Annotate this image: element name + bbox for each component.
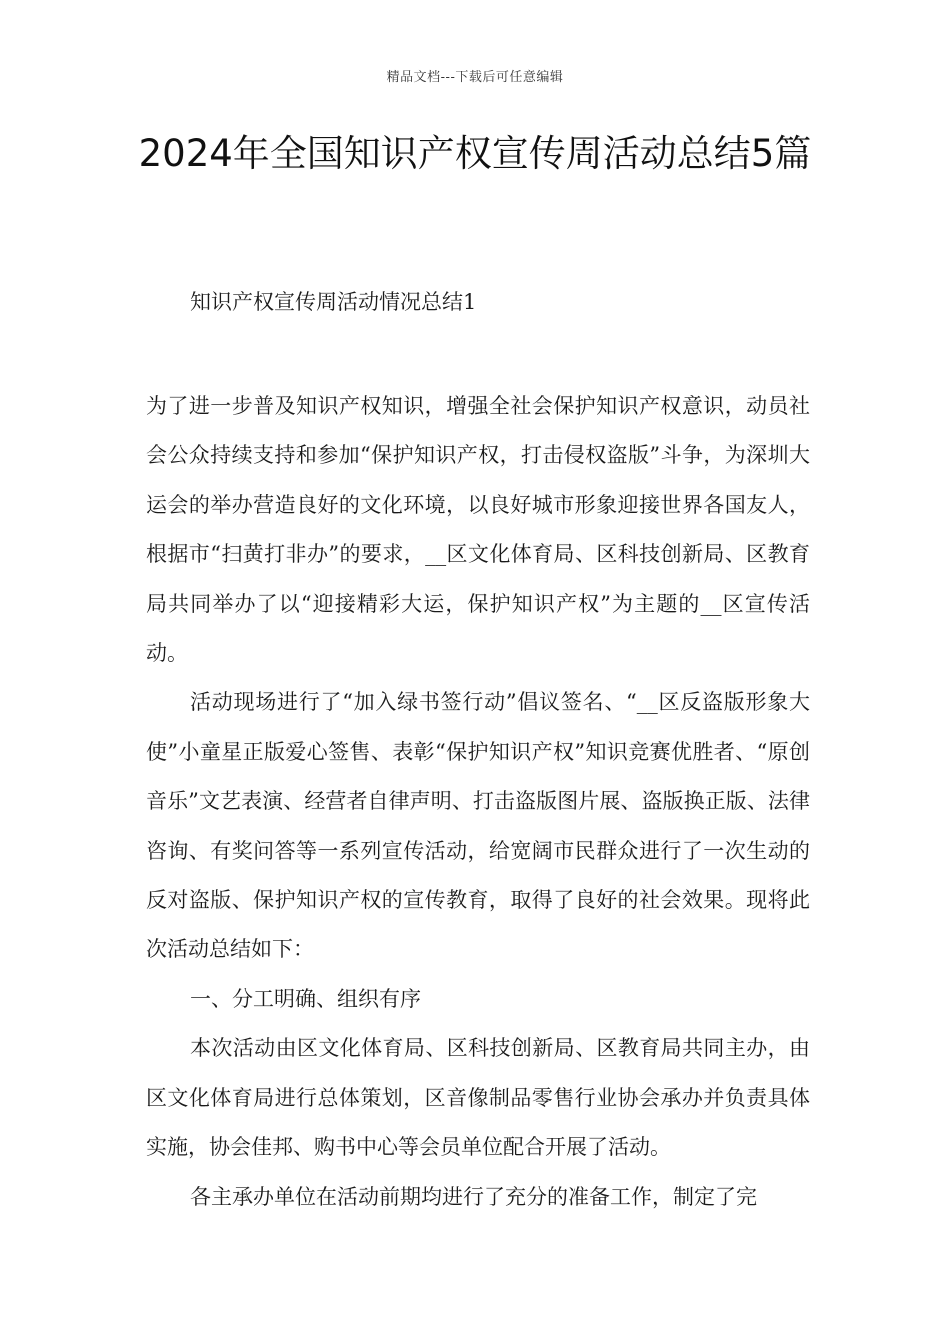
section-subtitle: 知识产权宣传周活动情况总结1	[190, 290, 477, 314]
body-paragraph: 活动现场进行了“加入绿书签行动”倡议签名、“__区反盗版形象大使”小童星正版爱心签售、表彰“保护知识产权”知识竞赛优胜者、“原创音乐”文艺表演、经营者自律声明、打击盗版图片展、盗版换正版、法律咨询、有奖问答等一系列宣传活动，给宽阔市民群众进行了一次生动的反对盗版、保护知识产权的宣传教育，取得了良好的社会效果。现将此次活动总结如下：	[146, 690, 810, 962]
document-title: 2024年全国知识产权宣传周活动总结5篇	[138, 132, 812, 175]
document-body	[146, 382, 810, 1222]
body-paragraph: 本次活动由区文化体育局、区科技创新局、区教育局共同主办，由区文化体育局进行总体策划，区音像制品零售行业协会承办并负责具体实施，协会佳邦、购书中心等会员单位配合开展了活动。	[146, 1036, 810, 1160]
body-paragraph: 为了进一步普及知识产权知识，增强全社会保护知识产权意识，动员社会公众持续支持和参加“保护知识产权，打击侵权盗版”斗争，为深圳大运会的举办营造良好的文化环境，以良好城市形象迎接世界各国友人，根据市“扫黄打非办”的要求，__区文化体育局、区科技创新局、区教育局共同举办了以“迎接精彩大运，保护知识产权”为主题的__区宣传活动。	[146, 394, 810, 666]
body-paragraph: 各主承办单位在活动前期均进行了充分的准备工作，制定了完	[190, 1184, 757, 1209]
header-note: 精品文档---下载后可任意编辑	[386, 70, 564, 85]
section-heading: 一、分工明确、组织有序	[190, 986, 421, 1011]
